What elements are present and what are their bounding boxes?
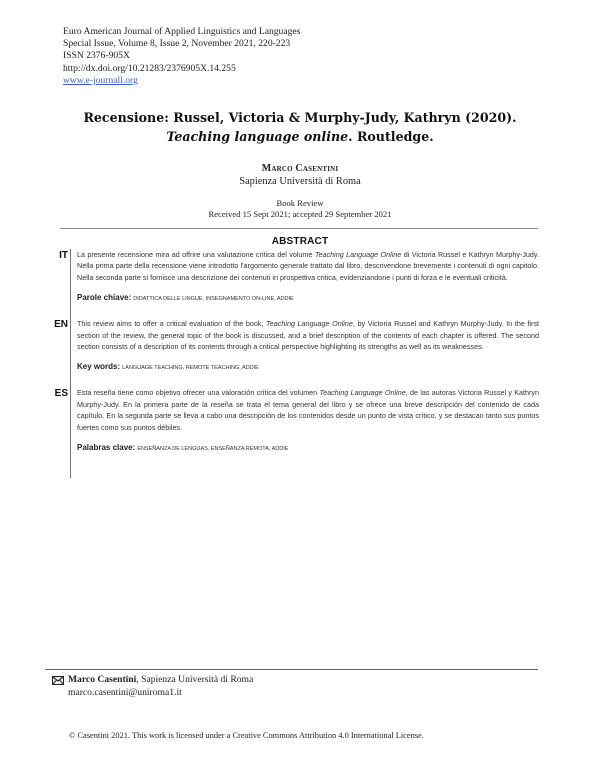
book-title-italic: Teaching Language Online	[319, 388, 406, 398]
keywords-label: Key words:	[77, 362, 121, 372]
book-title-italic: Teaching Language Online	[266, 319, 353, 329]
abstract-text-part: , de las autoras Victoria Russel y Kathryn Murphy-Judy. En la primera parte de la reseña se trata el tema general del libro y se ofrece una breve descripción del contenido de cada capítulo. En la segunda parte se lleva a cabo una descripción de los contenidos desde un punto de vista crítico, y se destacan tanto sus puntos fuertes como sus puntos débiles.	[77, 388, 540, 432]
abstract-text-part: This review aims to offer a critical evaluation of the book,	[77, 319, 267, 329]
header-divider	[60, 228, 538, 229]
abstract-text	[77, 318, 539, 352]
journal-header	[63, 26, 300, 87]
language-code: IT	[59, 250, 68, 261]
footer-author-affiliation: , Sapienza Università di Roma	[136, 674, 254, 685]
review-meta	[0, 198, 600, 220]
journal-issue: Special Issue, Volume 8, Issue 2, November 2021, 220-223	[63, 38, 291, 50]
abstract-body	[54, 249, 540, 478]
article-type: Book Review	[276, 198, 324, 208]
abstract-text-part: , by Victoria Russel and Kathryn Murphy-Judy. In the first section of the review, the general topic of the book is discussed, and a brief description of the contents of each chapter is offered. The second section consists of a description of its contents through a critical perspective highlighting its strengths as well as its weaknesses.	[77, 319, 540, 352]
title-line-1: Recensione: Russel, Victoria & Murphy-Judy, Kathryn (2020).	[83, 110, 517, 125]
abstract-section-en	[54, 318, 540, 374]
author-affiliation: Sapienza Università di Roma	[239, 176, 361, 187]
publisher: . Routledge.	[348, 129, 434, 144]
keywords-list: DIDATTICA DELLE LINGUE, INSEGNAMENTO ON-LINE, ADDIE	[133, 296, 294, 303]
journal-website-link[interactable]: www.e-journall.org	[63, 74, 138, 86]
keywords-label: Parole chiave:	[77, 293, 132, 303]
title-line-2	[0, 127, 600, 146]
article-title	[0, 108, 600, 146]
keywords-label: Palabras clave:	[77, 443, 136, 453]
journal-name: Euro American Journal of Applied Linguistics and Languages	[63, 26, 301, 37]
keywords-list: ENSEÑANZA DE LENGUAS, ENSEÑANZA REMOTA, ADDIE	[137, 446, 289, 453]
license-notice: © Casentini 2021. This work is licensed under a Creative Commons Attribution 4.0 International License.	[69, 731, 424, 740]
footer-author-name: Marco Casentini	[68, 674, 137, 685]
abstract-section-it	[59, 249, 539, 305]
footer-divider	[45, 669, 538, 670]
keywords	[77, 292, 539, 305]
book-title-italic: Teaching Language Online	[314, 250, 402, 259]
author-block	[0, 162, 600, 188]
keywords	[77, 442, 539, 455]
abstract-heading: ABSTRACT	[271, 236, 329, 247]
language-code: ES	[54, 388, 68, 400]
journal-issn: ISSN 2376-905X	[63, 50, 130, 62]
abstract-text	[77, 387, 539, 433]
received-accepted-dates: Received 15 Sept 2021; accepted 29 September 2021	[208, 209, 392, 219]
envelope-icon	[52, 676, 64, 685]
abstract-text-part: Esta reseña tiene como objetivo ofrecer una valoración crítica del volumen	[77, 388, 320, 398]
author-name: Marco Casentini	[261, 163, 339, 174]
keywords	[77, 361, 539, 374]
author-email[interactable]: marco.casentini@uniroma1.it	[68, 686, 182, 698]
abstract-section-es	[54, 387, 540, 455]
corresponding-author	[52, 674, 253, 699]
book-title: Teaching language online	[166, 129, 349, 144]
abstract-text	[77, 249, 539, 283]
journal-doi: http://dx.doi.org/10.21283/2376905X.14.255	[63, 62, 236, 74]
language-code: EN	[54, 319, 68, 331]
abstract-text-part: La presente recensione mira ad offrire una valutazione critica del volume	[77, 250, 315, 259]
keywords-list: LANGUAGE TEACHING, REMOTE TEACHING, ADDIE	[122, 365, 259, 372]
abstract-text-part: di Victoria Russel e Kathryn Murphy-Judy. Nella prima parte della recensione viene introdotto l'argomento generale trattato dal libro, descrivendone brevemente i contenuti di ogni capitolo. Nella seconda parte si fornisce una descrizione dei contenuti in prospettiva critica, evidenziandone i punti di forza e le eventuali criticità.	[77, 250, 539, 282]
